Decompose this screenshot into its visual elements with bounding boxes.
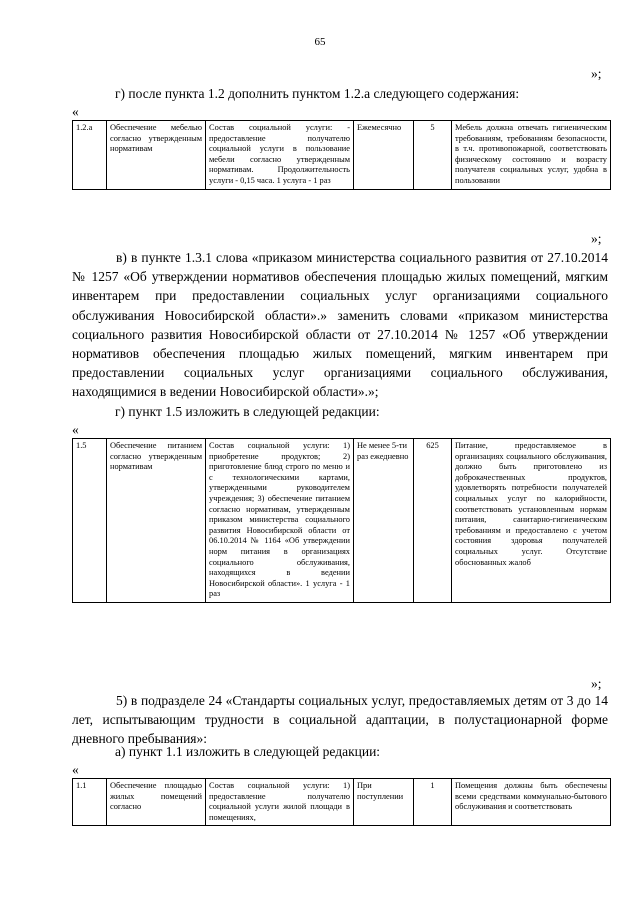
paragraph-5 — [72, 691, 608, 749]
standard-table-1-2a — [72, 120, 611, 190]
opening-quote: « — [72, 762, 79, 777]
cell-number: 1.1 — [73, 779, 107, 826]
closing-quote: »; — [591, 676, 602, 691]
section-a-heading: а) пункт 1.1 изложить в следующей редакции: — [115, 744, 381, 759]
cell-service-content: Состав социальной услуги: - предоставление получателю социальной услуги в пользование мебели согласно утвержденным нормативам. Продолжительность услуги - 0,15 часа. 1 услуга - 1 раз — [206, 121, 354, 190]
cell-number: 1.2.а — [73, 121, 107, 190]
closing-quote: »; — [591, 231, 602, 246]
table-row — [73, 439, 611, 603]
opening-quote: « — [72, 104, 79, 119]
table-row — [73, 121, 611, 190]
cell-quality-standard: Питание, предоставляемое в организациях социального обслуживания, должно быть приготовлено из доброкачественных продуктов, удовлетворять потребности получателей социальных услуг по калорийности, соответствовать установленным нормам питания, санитарно-гигиеническим требованиям и предоставлено с учетом состояния здоровья получателей социальных услуг. Отсутствие обоснованных жалоб — [452, 439, 611, 603]
cell-service-content: Состав социальной услуги: 1) приобретение продуктов; 2) приготовление блюд строго по меню и с технологическими картами, утвержденными руководителем учреждения; 3) обеспечение питанием согласно нормативам, утвержденным приказом министерства социального развития Новосибирской области от 06.10.2014 № 1164 «Об утверждении норм питания в организациях социального обслуживания, находящихся в ведении Новосибирской области». 1 услуга - 1 раз — [206, 439, 354, 603]
section-g1-heading: г) после пункта 1.2 дополнить пунктом 1.2.а следующего содержания: — [115, 86, 520, 101]
opening-quote: « — [72, 422, 79, 437]
cell-service-name: Обеспечение площадью жилых помещений согласно — [107, 779, 206, 826]
cell-number: 1.5 — [73, 439, 107, 603]
cell-service-content: Состав социальной услуги: 1) предоставление получателю социальной услуги жилой площади в помещениях, — [206, 779, 354, 826]
standard-table-1-5 — [72, 438, 611, 603]
cell-service-name: Обеспечение мебелью согласно утвержденным нормативам — [107, 121, 206, 190]
cell-quality-standard: Мебель должна отвечать гигиеническим требованиям, требованиям безопасности, в т.ч. противопожарной, соответствовать физическому состоянию и возрасту получателя социальных услуг, удобна в пользовании — [452, 121, 611, 190]
paragraph-5-text: 5) в подразделе 24 «Стандарты социальных услуг, предоставляемых детям от 3 до 14 лет, испытывающим трудности в социальной адаптации, в полустационарной форме дневного пребывания»: — [72, 693, 608, 747]
paragraph-v — [72, 248, 608, 402]
cell-service-name: Обеспечение питанием согласно утвержденным нормативам — [107, 439, 206, 603]
paragraph-v-text: в) в пункте 1.3.1 слова «приказом министерства социального развития от 27.10.2014 № 1257 «Об утверждении нормативов обеспечения площадью жилых помещений, мягким инвентарем при предоставлении социальных услуг организациями социального обслуживания Новосибирской области».» заменить словами «приказом министерства социального развития Новосибирской области от 27.10.2014 № 1257 «Об утверждении нормативов обеспечения площадью жилых помещений, мягким инвентарем при предоставлении социальных услуг организациями социального обслуживания, находящимися в ведении Новосибирской области».»; — [72, 250, 608, 400]
closing-quote: »; — [591, 66, 602, 81]
cell-quality-standard: Помещения должны быть обеспечены всеми средствами коммунально-бытового обслуживания и соответствовать — [452, 779, 611, 826]
cell-tariff: 5 — [414, 121, 452, 190]
section-g2-heading: г) пункт 1.5 изложить в следующей редакции: — [115, 404, 380, 419]
cell-tariff: 1 — [414, 779, 452, 826]
cell-frequency: Не менее 5-ти раз ежедневно — [354, 439, 414, 603]
cell-tariff: 625 — [414, 439, 452, 603]
page-number: 65 — [314, 36, 326, 48]
cell-frequency: При поступлении — [354, 779, 414, 826]
cell-frequency: Ежемесячно — [354, 121, 414, 190]
standard-table-1-1 — [72, 778, 611, 826]
table-row — [73, 779, 611, 826]
